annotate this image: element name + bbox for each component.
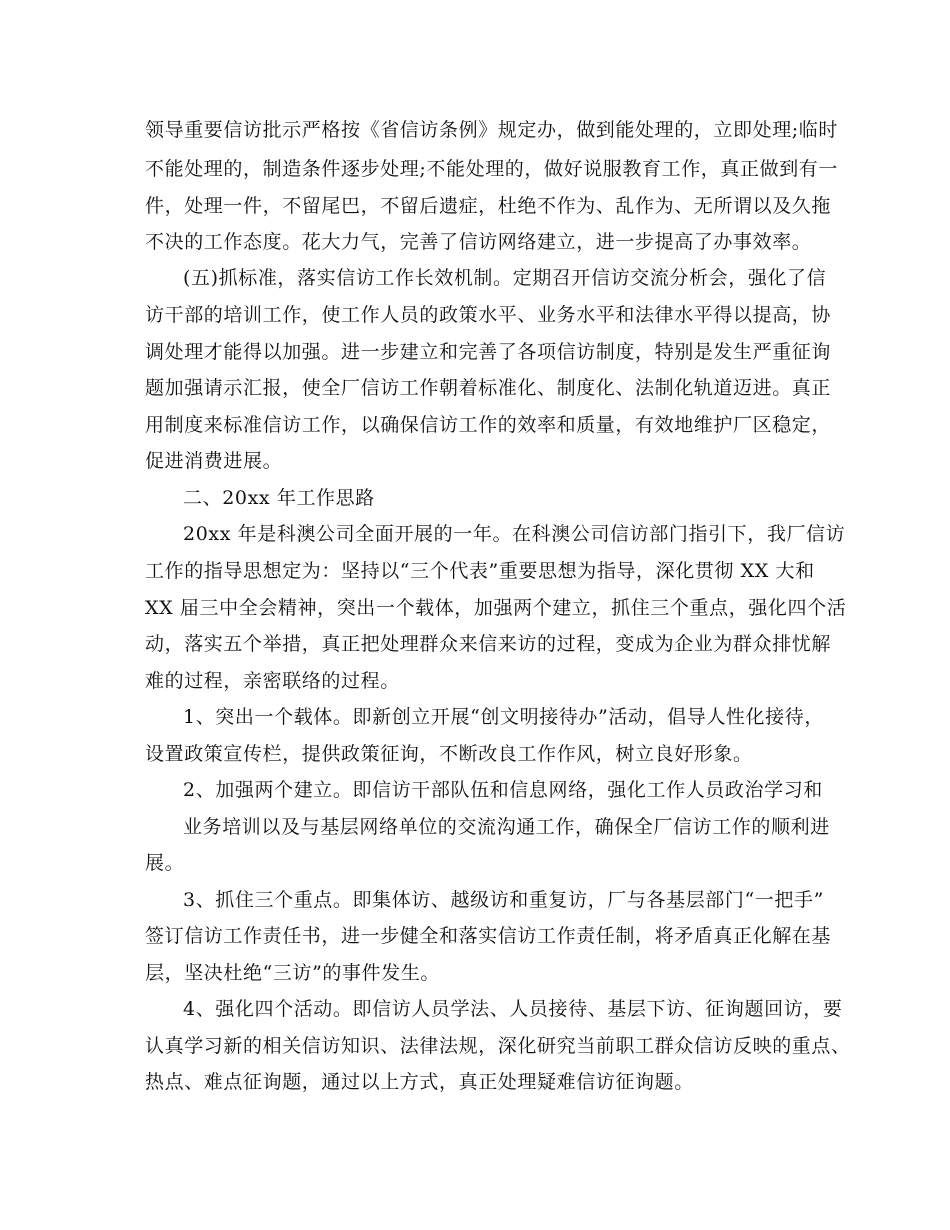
text-line: 20xx 年是科澳公司全面开展的一年。在科澳公司信访部门指引下，我厂信访 — [183, 523, 846, 545]
text-line: 动，落实五个举措，真正把处理群众来信来访的过程，变成为企业为群众排忧解 — [145, 633, 832, 655]
item-four: 4、强化四个活动。即信访人员学法、人员接待、基层下访、征询题回访，要 — [183, 998, 843, 1020]
text-line: 设置政策宣传栏，提供政策征询，不断改良工作作风，树立良好形象。 — [145, 743, 753, 765]
paragraph-heading-five: (五)抓标准，落实信访工作长效机制。定期召开信访交流分析会，强化了信 — [183, 267, 827, 289]
text-line: 难的过程，亲密联络的过程。 — [145, 670, 400, 692]
text-line: 用制度来标准信访工作，以确保信访工作的效率和质量，有效地维护厂区稳定， — [145, 414, 832, 436]
text-line: 工作的指导思想定为：坚持以“三个代表”重要思想为指导，深化贯彻 XX 大和 — [145, 560, 815, 582]
text-line: 签订信访工作责任书，进一步健全和落实信访工作责任制，将矛盾真正化解在基 — [145, 925, 832, 947]
text-line: 业务培训以及与基层网络单位的交流沟通工作，确保全厂信访工作的顺利进 — [183, 816, 830, 838]
text-line: 题加强请示汇报，使全厂信访工作朝着标准化、制度化、法制化轨道迈进。真正 — [145, 377, 832, 399]
text-line: 认真学习新的相关信访知识、法律法规，深化研究当前职工群众信访反映的重点、 — [145, 1035, 851, 1057]
text-line: XX 届三中全会精神，突出一个载体，加强两个建立，抓住三个重点，强化四个活 — [145, 597, 847, 619]
section-heading: 二、20xx 年工作思路 — [183, 487, 375, 509]
text-line: 不能处理的，制造条件逐步处理;不能处理的，做好说服教育工作，真正做到有一 — [145, 158, 839, 180]
item-one: 1、突出一个载体。即新创立开展“创文明接待办”活动，倡导人性化接待， — [183, 706, 824, 728]
text-line: 不决的工作态度。花大力气，完善了信访网络建立，进一步提高了办事效率。 — [145, 231, 812, 253]
text-line: 热点、难点征询题，通过以上方式，真正处理疑难信访征询题。 — [145, 1071, 694, 1093]
text-line: 件，处理一件，不留尾巴，不留后遗症，杜绝不作为、乱作为、无所谓以及久拖 — [145, 195, 832, 217]
text-line: 领导重要信访批示严格按《省信访条例》规定办，做到能处理的，立即处理;临时 — [145, 119, 839, 141]
text-line: 层，坚决杜绝“三访”的事件发生。 — [145, 962, 441, 984]
text-line: 调处理才能得以加强。进一步建立和完善了各项信访制度，特别是发生严重征询 — [145, 341, 832, 363]
item-two: 2、加强两个建立。即信访干部队伍和信息网络，强化工作人员政治学习和 — [183, 779, 823, 801]
text-line: 促进消费进展。 — [145, 450, 283, 472]
item-three: 3、抓住三个重点。即集体访、越级访和重复访，厂与各基层部门“一把手” — [183, 889, 824, 911]
text-line: 展。 — [145, 852, 185, 874]
text-line: 访干部的培训工作，使工作人员的政策水平、业务水平和法律水平得以提高，协 — [145, 304, 832, 326]
